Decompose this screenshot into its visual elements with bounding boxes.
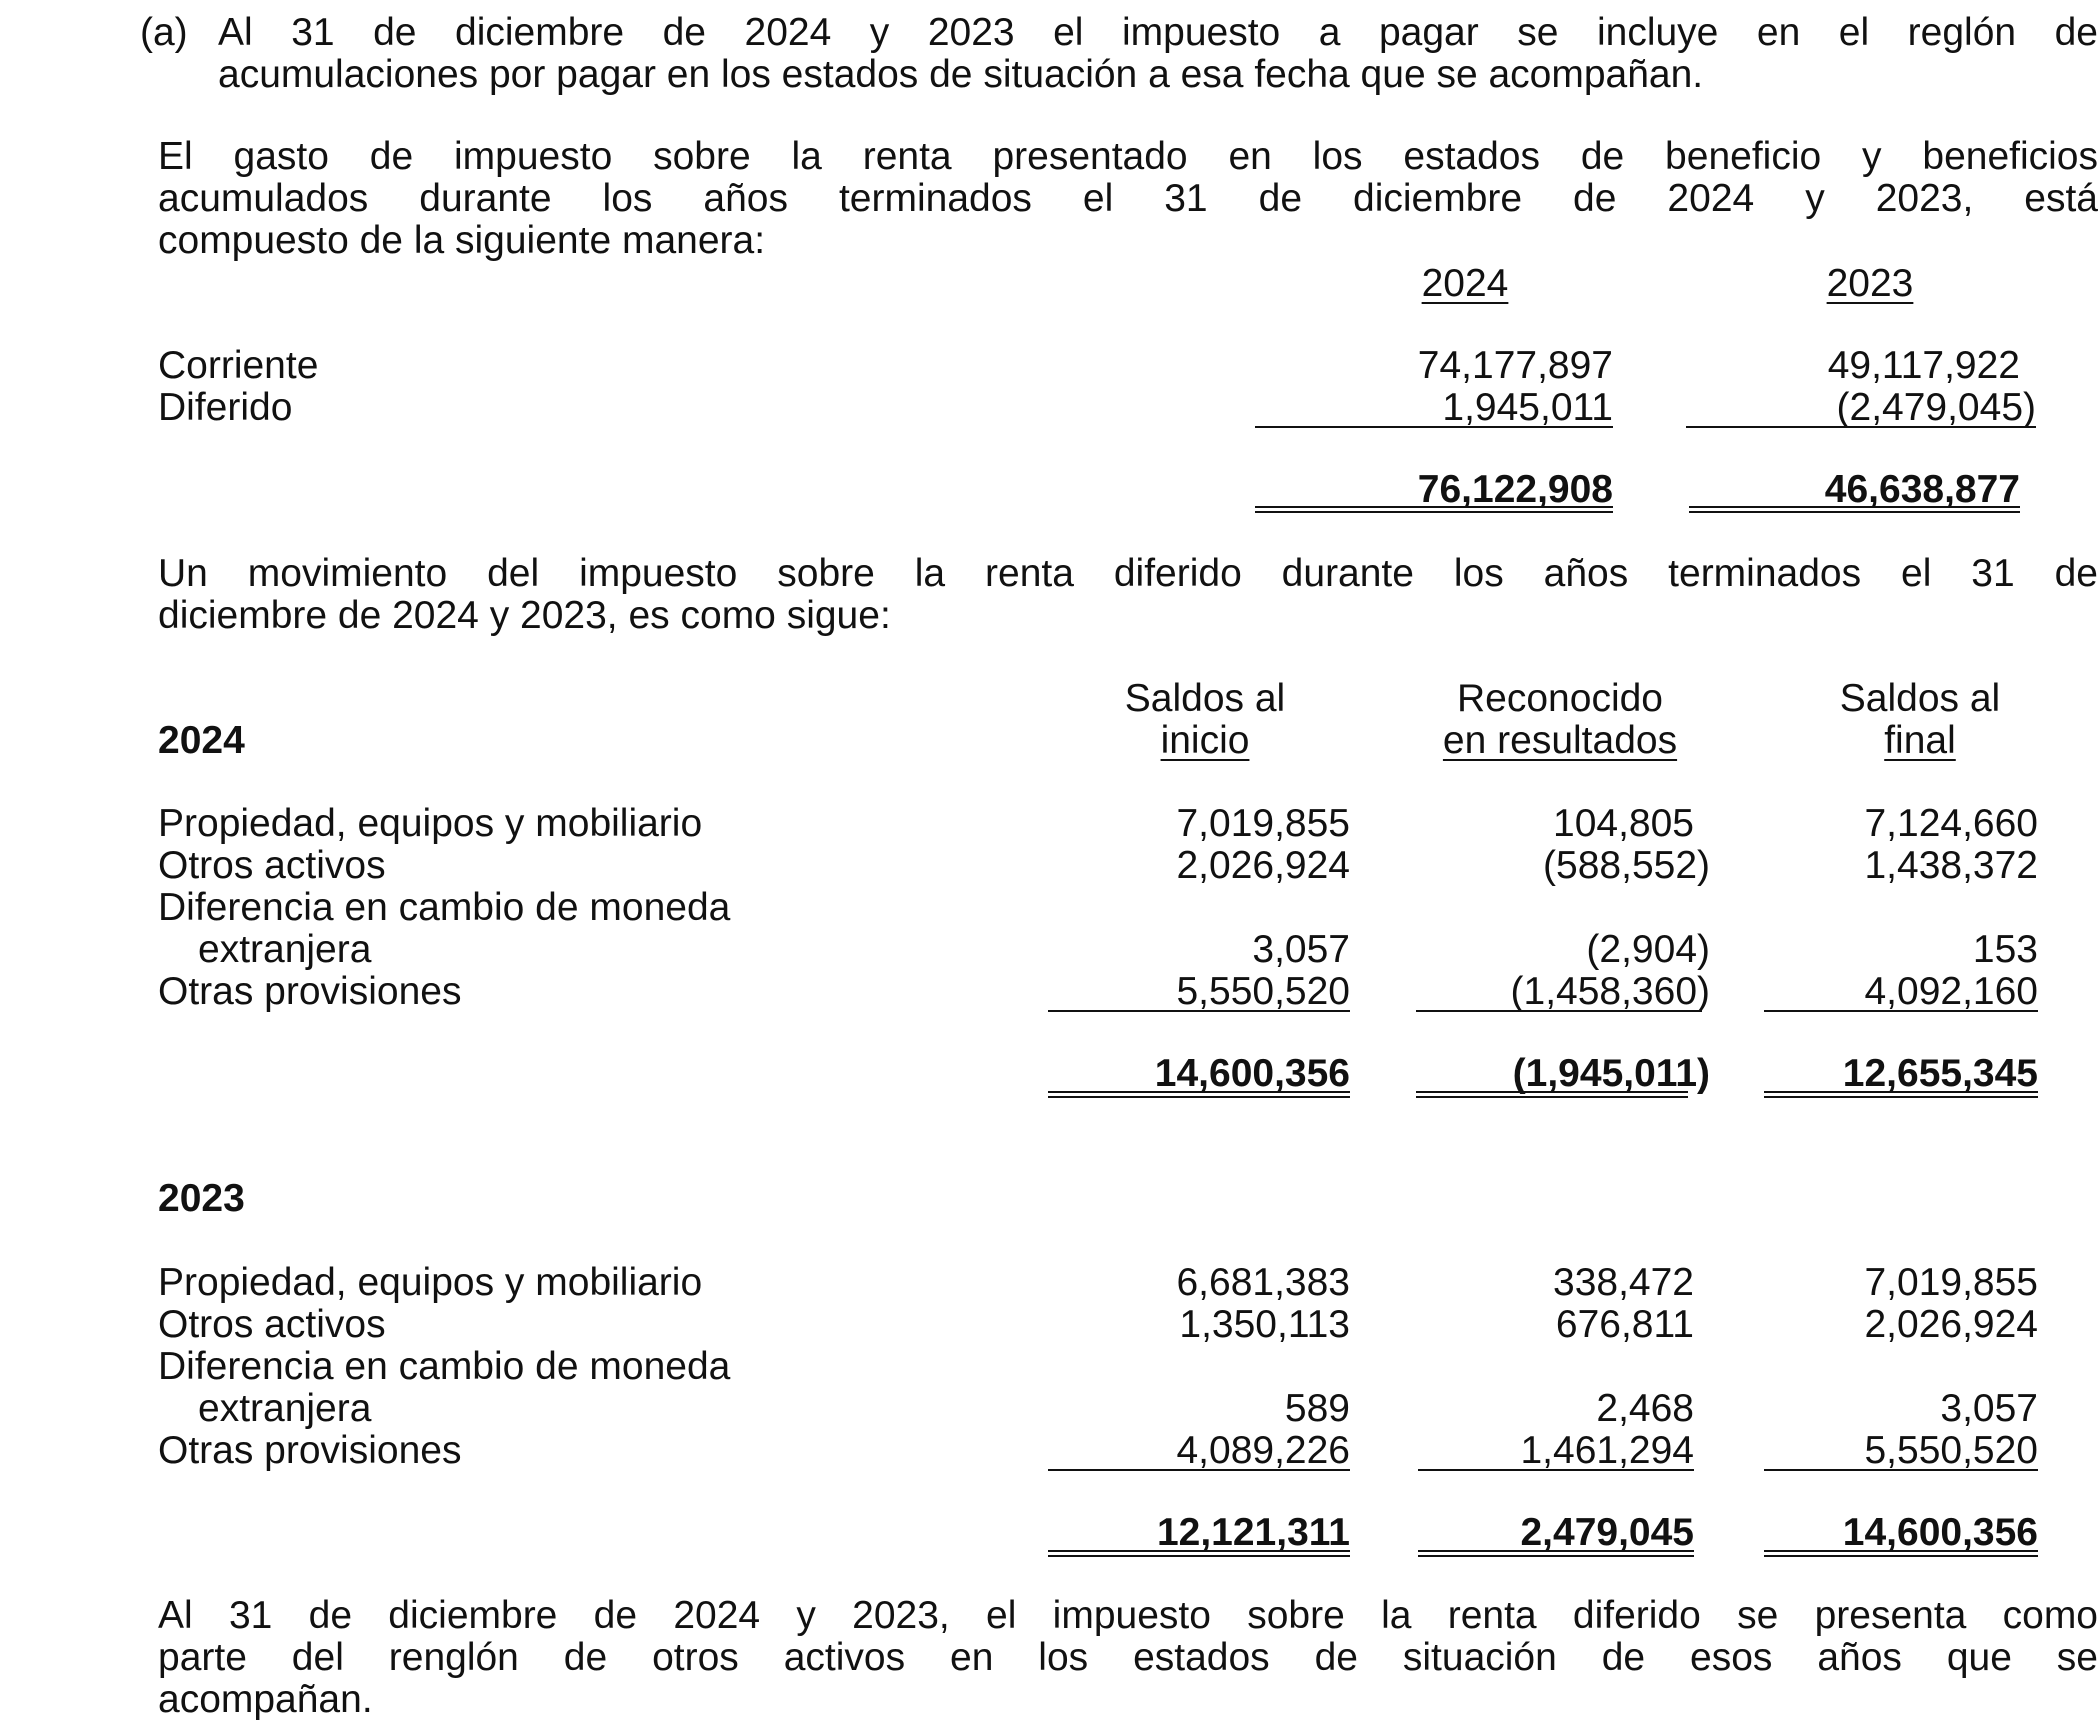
cell-value: (2,904) <box>1586 928 1710 971</box>
cell-value: 5,550,520 <box>1176 970 1350 1013</box>
col-header-resultados: Reconocido <box>1457 677 1663 720</box>
total-double-rule <box>1416 1091 1688 1098</box>
row-label: Otras provisiones <box>158 970 462 1013</box>
row-label: Propiedad, equipos y mobiliario <box>158 1261 703 1304</box>
cell-value: 3,057 <box>1940 1387 2038 1430</box>
total-double-rule <box>1764 1091 2038 1098</box>
total-value: 14,600,356 <box>1154 1052 1350 1095</box>
total-value: 12,655,345 <box>1842 1052 2038 1095</box>
cell-value: (1,458,360) <box>1510 970 1710 1013</box>
total-value: 76,122,908 <box>1417 468 1613 511</box>
cell-value: 4,089,226 <box>1176 1429 1350 1472</box>
cell-value: 2,026,924 <box>1176 844 1350 887</box>
subtotal-rule <box>1764 1010 2038 1012</box>
cell-value: 2,468 <box>1596 1387 1694 1430</box>
closing-paragraph <box>158 1595 2098 1721</box>
row-label: Diferido <box>158 386 293 429</box>
closing-line: parte del renglón de otros activos en los estados de situación de esos años que se <box>158 1636 2098 1679</box>
col-header-inicio: inicio <box>1160 719 1250 762</box>
cell-value: 7,019,855 <box>1864 1261 2038 1304</box>
subtotal-rule <box>1416 1010 1702 1012</box>
col-header-2024: 2024 <box>1421 262 1509 305</box>
row-label: Propiedad, equipos y mobiliario <box>158 802 703 845</box>
col-header-final: final <box>1884 719 1956 762</box>
note-a-line: acumulaciones por pagar en los estados de situación a esa fecha que se acompañan. <box>218 53 1704 96</box>
col-header-final: Saldos al <box>1839 677 2001 720</box>
year-heading: 2024 <box>158 719 245 762</box>
cell-value: 104,805 <box>1553 802 1694 845</box>
subtotal-rule <box>1418 1469 1694 1471</box>
cell-value: 1,945,011 <box>1442 386 1613 429</box>
row-label: Otros activos <box>158 1303 386 1346</box>
total-value: 2,479,045 <box>1520 1511 1694 1554</box>
cell-value: 7,019,855 <box>1176 802 1350 845</box>
total-double-rule <box>1418 1550 1694 1557</box>
closing-line: Al 31 de diciembre de 2024 y 2023, el impuesto sobre la renta diferido se presenta como <box>158 1594 2098 1637</box>
subtotal-rule <box>1686 426 2036 428</box>
cell-value: 1,461,294 <box>1520 1429 1694 1472</box>
note-a-line: Al 31 de diciembre de 2024 y 2023 el impuesto a pagar se incluye en el reglón de <box>218 11 2098 54</box>
cell-value: 338,472 <box>1553 1261 1694 1304</box>
note-a-marker: (a) <box>140 11 188 54</box>
total-value: 46,638,877 <box>1824 468 2020 511</box>
cell-value: 4,092,160 <box>1864 970 2038 1013</box>
total-value: 12,121,311 <box>1156 1511 1350 1554</box>
subtotal-rule <box>1764 1469 2038 1471</box>
row-label: Corriente <box>158 344 319 387</box>
expense-intro-line: El gasto de impuesto sobre la renta presentado en los estados de beneficio y beneficios <box>158 135 2098 178</box>
movement-intro-line: Un movimiento del impuesto sobre la renta diferido durante los años terminados el 31 de <box>158 552 2098 595</box>
subtotal-rule <box>1255 426 1613 428</box>
cell-value: 589 <box>1284 1387 1350 1430</box>
total-double-rule <box>1689 506 2020 513</box>
cell-value: 6,681,383 <box>1176 1261 1350 1304</box>
cell-value: 2,026,924 <box>1864 1303 2038 1346</box>
col-header-inicio: Saldos al <box>1124 677 1286 720</box>
cell-value: (2,479,045) <box>1836 386 2036 429</box>
total-value: (1,945,011) <box>1512 1052 1710 1095</box>
row-label: Otras provisiones <box>158 1429 462 1472</box>
row-label: Diferencia en cambio de moneda <box>158 886 731 929</box>
cell-value: 1,350,113 <box>1179 1303 1350 1346</box>
row-label: extranjera <box>198 928 372 971</box>
subtotal-rule <box>1048 1010 1350 1012</box>
expense-intro-line: compuesto de la siguiente manera: <box>158 219 766 262</box>
col-header-2023: 2023 <box>1826 262 1914 305</box>
movement-intro-line: diciembre de 2024 y 2023, es como sigue: <box>158 594 891 637</box>
row-label: Otros activos <box>158 844 386 887</box>
cell-value: 3,057 <box>1252 928 1350 971</box>
total-double-rule <box>1255 506 1613 513</box>
cell-value: 676,811 <box>1555 1303 1694 1346</box>
total-double-rule <box>1048 1091 1350 1098</box>
cell-value: 153 <box>1972 928 2038 971</box>
closing-line: acompañan. <box>158 1678 373 1721</box>
total-double-rule <box>1764 1550 2038 1557</box>
expense-intro-line: acumulados durante los años terminados el 31 de diciembre de 2024 y 2023, está <box>158 177 2098 220</box>
row-label: Diferencia en cambio de moneda <box>158 1345 731 1388</box>
cell-value: 5,550,520 <box>1864 1429 2038 1472</box>
cell-value: 49,117,922 <box>1827 344 2020 387</box>
note-a-text <box>218 12 2098 96</box>
cell-value: 7,124,660 <box>1864 802 2038 845</box>
cell-value: 1,438,372 <box>1864 844 2038 887</box>
expense-intro <box>158 136 2098 262</box>
year-heading: 2023 <box>158 1177 245 1220</box>
total-double-rule <box>1048 1550 1350 1557</box>
col-header-resultados: en resultados <box>1442 719 1678 762</box>
total-value: 14,600,356 <box>1842 1511 2038 1554</box>
cell-value: 74,177,897 <box>1417 344 1613 387</box>
movement-intro <box>158 553 2098 637</box>
subtotal-rule <box>1048 1469 1350 1471</box>
cell-value: (588,552) <box>1543 844 1710 887</box>
row-label: extranjera <box>198 1387 372 1430</box>
